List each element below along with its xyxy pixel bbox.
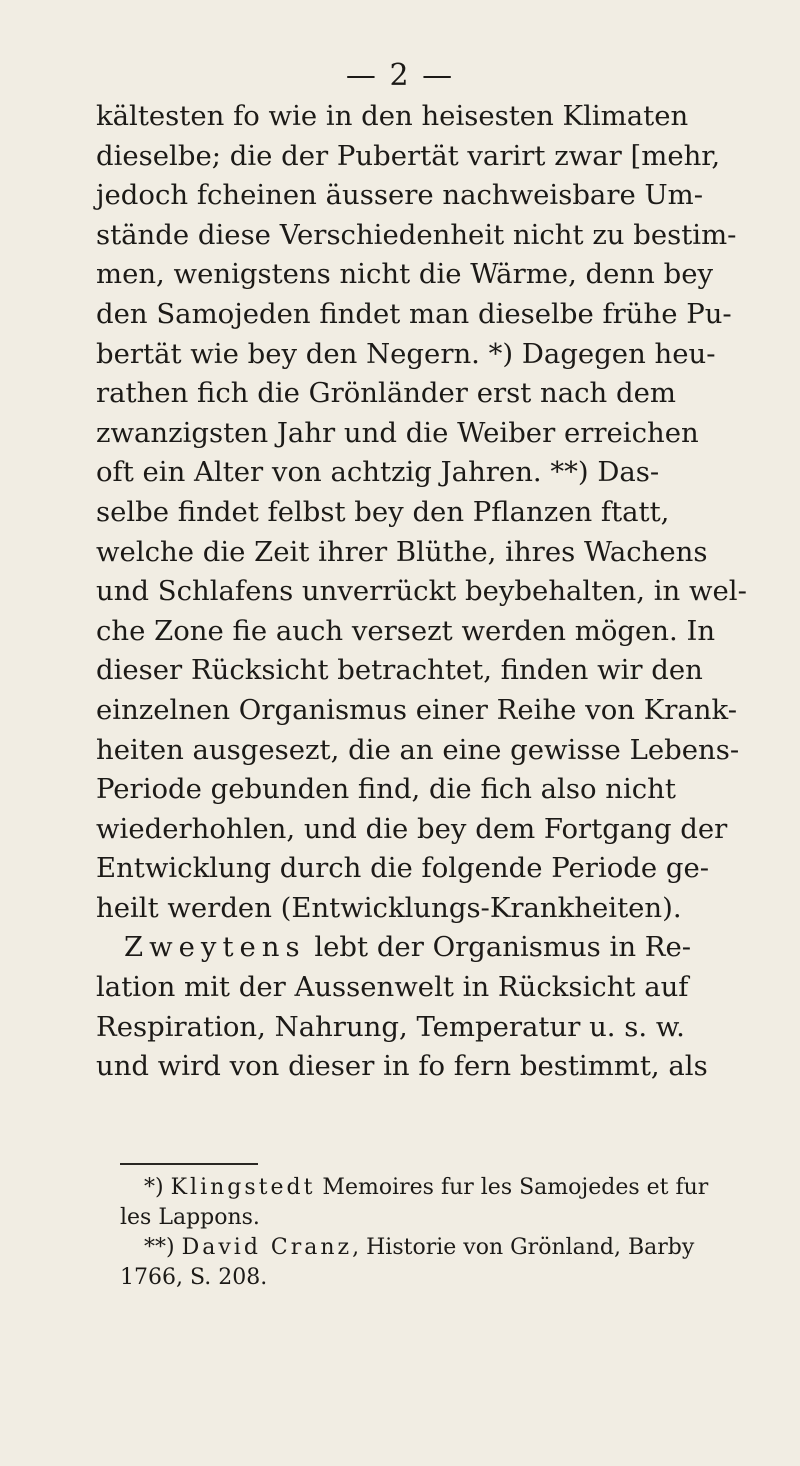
footnote-marker: *) (144, 1175, 164, 1200)
footnote-1-continuation: les Lappons. (120, 1205, 260, 1230)
text-line: zwanzigsten Jahr und die Weiber erreichen (96, 416, 699, 449)
footnote-rule (120, 1163, 258, 1165)
text-line: heilt werden (Entwicklungs-Krankheiten). (96, 891, 682, 924)
text-line: jedoch fcheinen äussere nachweisbare Um- (96, 179, 704, 212)
text-line: dieselbe; die der Pubertät varirt zwar [mehr, (96, 139, 721, 172)
text-line: bertät wie bey den Negern. *) Dagegen heu- (96, 337, 716, 370)
footnote-1 (120, 1173, 792, 1203)
text-line: und wird von dieser in fo fern bestimmt, als (96, 1050, 708, 1083)
footnote-2-continuation: 1766, S. 208. (120, 1265, 268, 1290)
text-line: welche die Zeit ihrer Blüthe, ihres Wachens (96, 535, 708, 568)
footnote-2 (120, 1233, 792, 1263)
text-line: men, wenigstens nicht die Wärme, denn bey (96, 258, 714, 291)
text-line: stände diese Verschiedenheit nicht zu bestim- (96, 218, 737, 251)
body-text (96, 97, 792, 1087)
paragraph-2-first-line (96, 928, 792, 968)
text-line: oft ein Alter von achtzig Jahren. **) Das- (96, 456, 660, 489)
text-fragment: lebt der Organismus in Re- (305, 931, 692, 964)
text-line: und Schlafens unverrückt beybehalten, in wel- (96, 575, 747, 608)
text-line: heiten ausgesezt, die an eine gewisse Lebens- (96, 733, 740, 766)
text-line: dieser Rücksicht betrachtet, finden wir den (96, 654, 703, 687)
text-line: einzelnen Organismus einer Reihe von Krank- (96, 693, 737, 726)
footnote-author: David Cranz (181, 1235, 353, 1260)
text-line: rathen fich die Grönländer erst nach dem (96, 377, 676, 410)
text-line: wiederhohlen, und die bey dem Fortgang der (96, 812, 728, 845)
text-line: che Zone fie auch versezt werden mögen. In (96, 614, 716, 647)
text-line: selbe findet felbst bey den Pflanzen ftatt, (96, 495, 670, 528)
footnote-author: Klingstedt (170, 1175, 316, 1200)
text-line: Periode gebunden find, die fich also nicht (96, 773, 676, 806)
text-line: Entwicklung durch die folgende Periode ge- (96, 852, 710, 885)
text-line: lation mit der Aussenwelt in Rücksicht auf (96, 971, 689, 1004)
footnote-text: , Historie von Grönland, Barby (352, 1235, 695, 1260)
text-line: kältesten fo wie in den heisesten Klimaten (96, 100, 689, 132)
page-number: — 2 — (345, 58, 455, 93)
footnote-marker: **) (144, 1235, 175, 1260)
text-line: den Samojeden findet man dieselbe frühe Pu- (96, 297, 732, 330)
text-line: Respiration, Nahrung, Temperatur u. s. w. (96, 1010, 685, 1043)
footnotes (120, 1173, 792, 1293)
footnote-text: Memoires fur les Samojedes et fur (315, 1175, 709, 1200)
emphasized-word: Zweytens (124, 931, 306, 964)
